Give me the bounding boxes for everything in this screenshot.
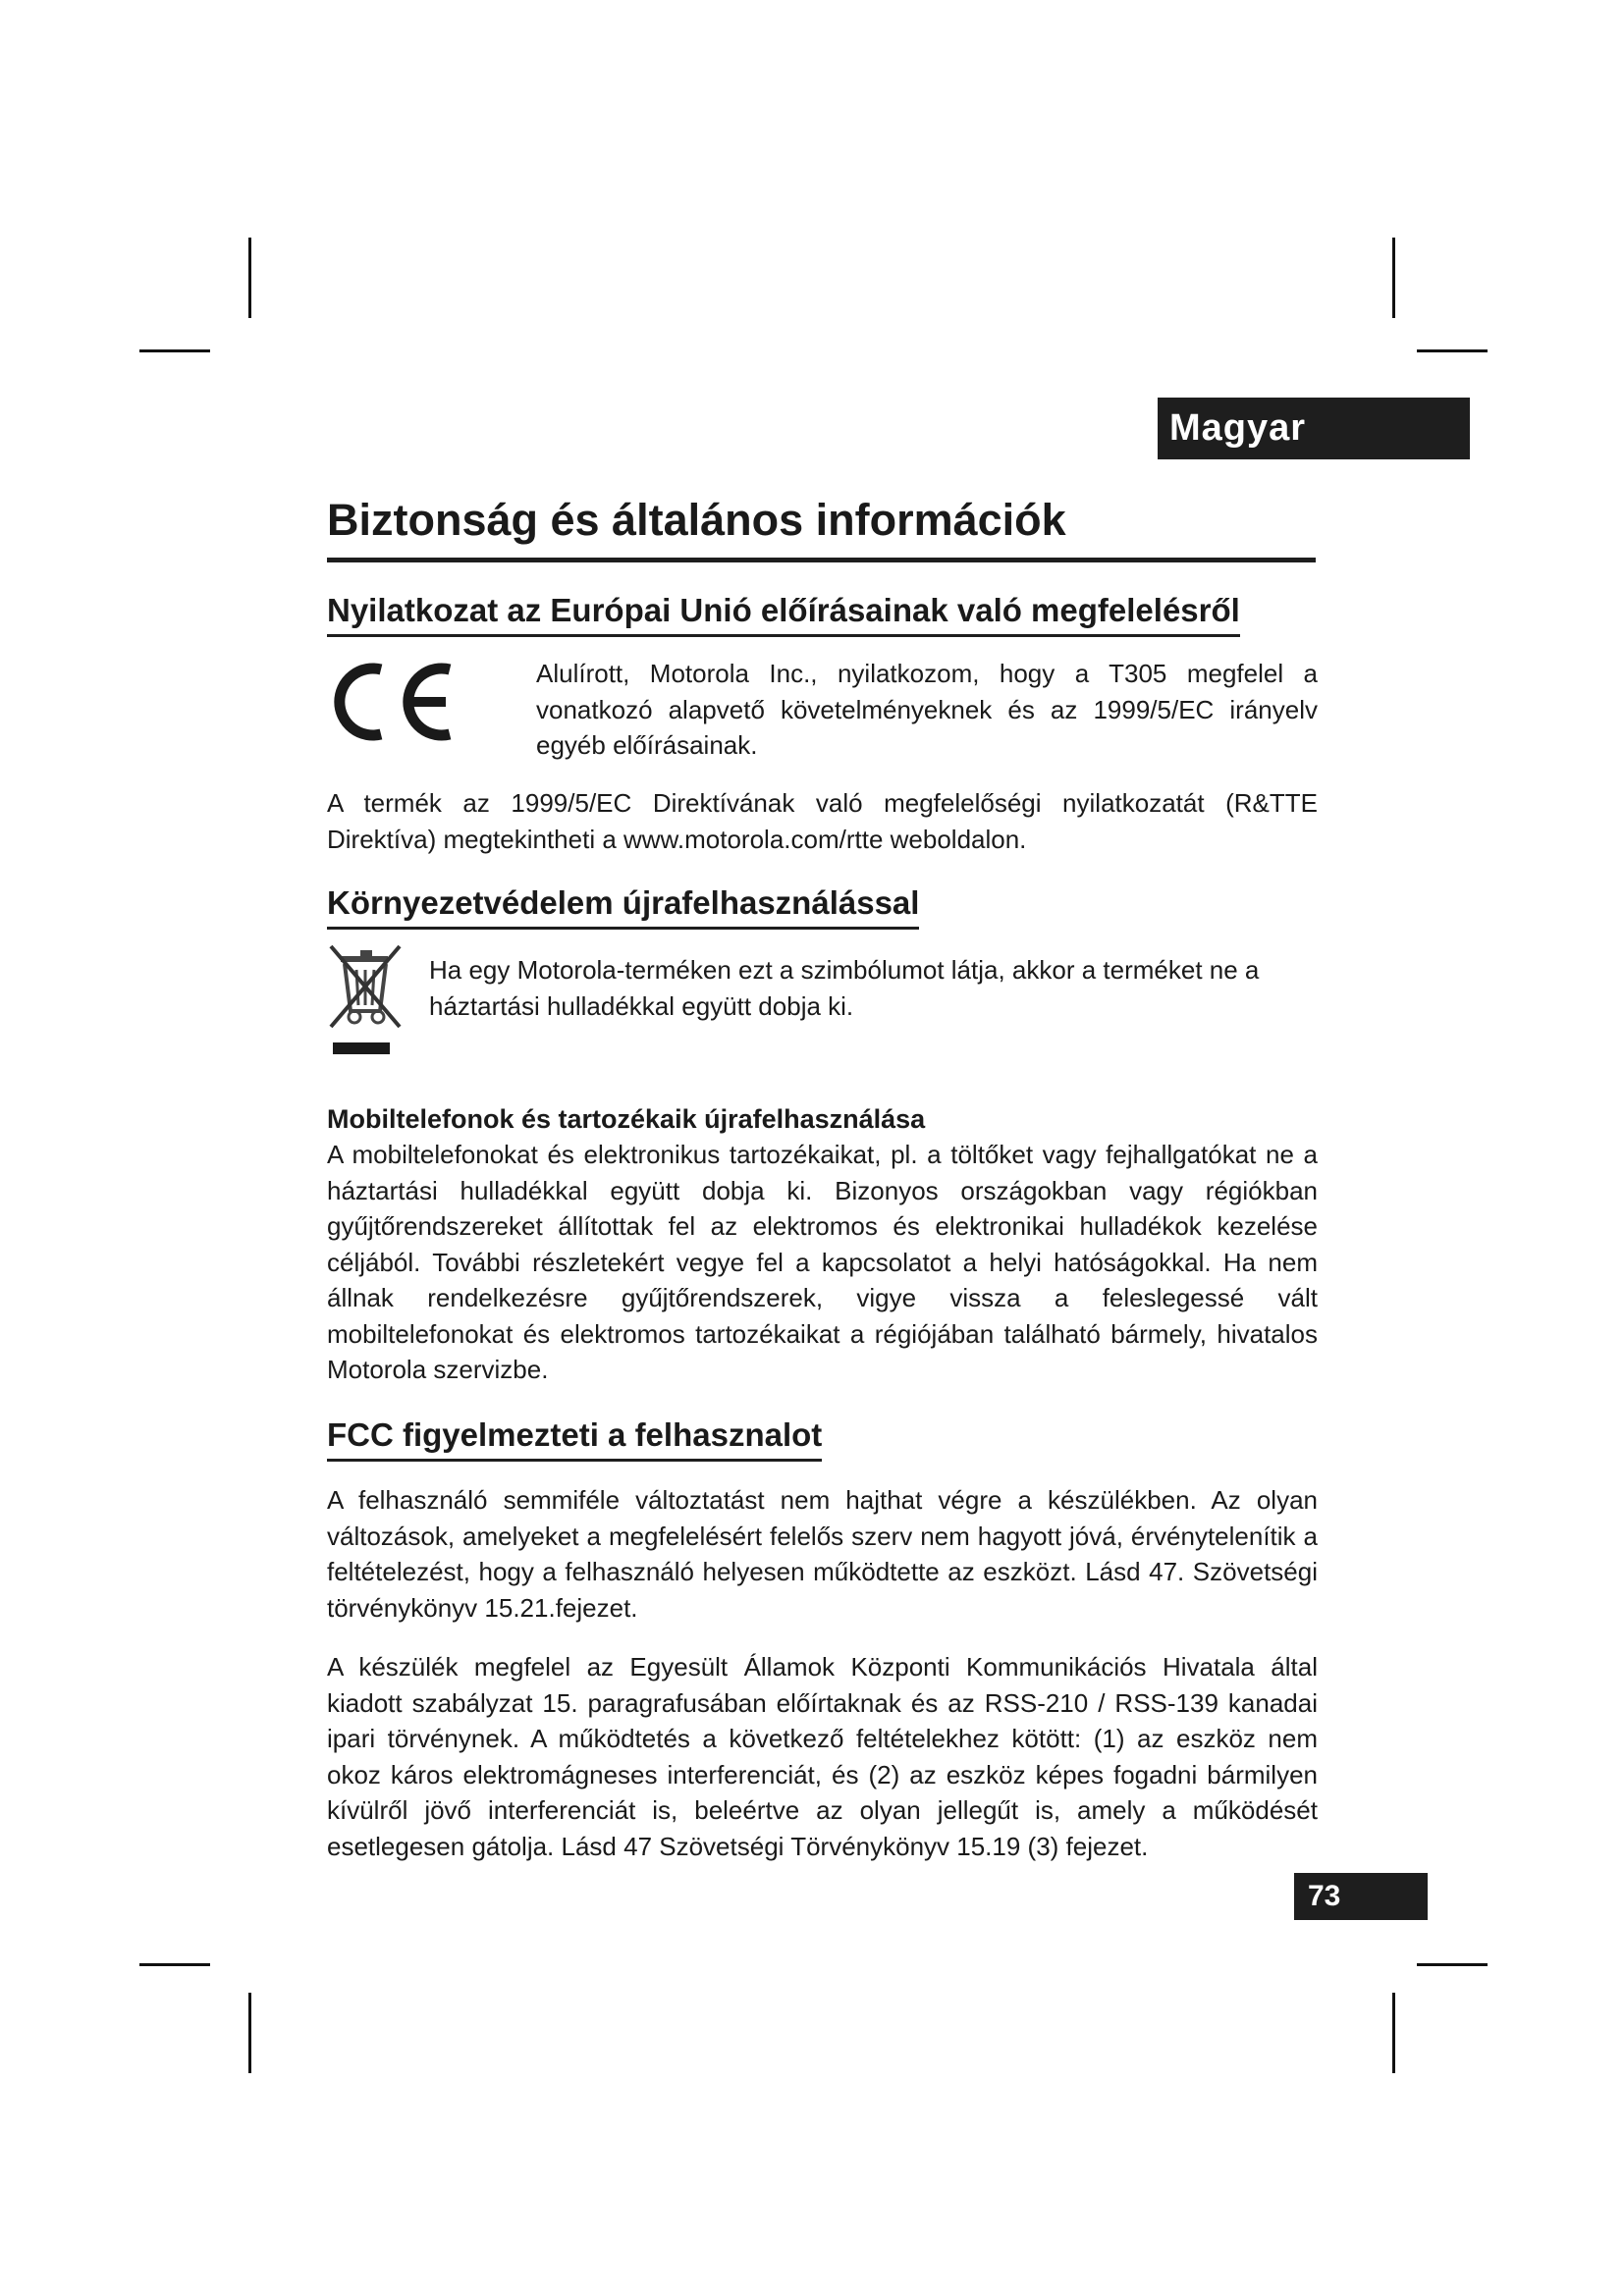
- language-tab: Magyar: [1158, 398, 1470, 459]
- eu-directive-text: A termék az 1999/5/EC Direktívának való megfelelőségi nyilatkozatát (R&TTE Direktíva) megtekintheti a www.motorola.com/rtte weboldalon.: [327, 788, 1318, 854]
- crop-mark-top-right: [1417, 349, 1488, 352]
- crop-mark-top-left: [248, 238, 251, 318]
- fcc-section-heading: FCC figyelmezteti a felhasznalot: [327, 1414, 822, 1462]
- recycling-symbol-text: Ha egy Motorola-terméken ezt a szimbólumot látja, akkor a terméket ne a háztartási hulladékkal együtt dobja ki.: [429, 955, 1260, 1021]
- eu-declaration-text: Alulírott, Motorola Inc., nyilatkozom, hogy a T305 megfelel a vonatkozó alapvető követelményeknek és az 1999/5/EC irányelv egyéb előírásainak.: [536, 659, 1318, 760]
- crop-mark-bottom-left: [248, 1993, 251, 2073]
- phone-recycling-text: A mobiltelefonokat és elektronikus tartozékaikat, pl. a töltőket vagy fejhallgatókat ne a háztartási hulladékkal együtt dobja ki. Bizonyos országokban vagy régiókban gyűjtőrendszereket állítottak fel az elektromos és elektronikai hulladékok kezelése céljából. További részletekért vegye fel a kapcsolatot a helyi hatóságokkal. Ha nem állnak rendelkezésre gyűjtőrendszerek, vigye vissza a feleslegessé vált mobiltelefonokat és elektromos tartozékaikat a régiójában található bármely, hivatalos Motorola szervizbe.: [327, 1140, 1318, 1384]
- crop-mark-top-left: [139, 349, 210, 352]
- crop-mark-bottom-right: [1417, 1963, 1488, 1966]
- page-number: 73: [1294, 1873, 1428, 1920]
- fcc-paragraph-1: A felhasználó semmiféle változtatást nem hajthat végre a készülékben. Az olyan változások, amelyeket a megfelelésért felelős szerv nem hagyott jóvá, érvénytelenítik a feltételezést, hogy a felhasználó helyesen működtette az eszközt. Lásd 47. Szövetségi törvénykönyv 15.21.fejezet.: [327, 1485, 1318, 1623]
- fcc-paragraph-2: A készülék megfelel az Egyesült Államok Központi Kommunikációs Hivatala által kiadott szabályzat 15. paragrafusában előírtaknak és az RSS-210 / RSS-139 kanadai ipari törvénynek. A működtetés a következő feltételekhez kötött: (1) az eszköz nem okoz káros elektromágneses interferenciát, és (2) az eszköz képes fogadni bármilyen kívülről jövő interferenciát is, beleértve az olyan jellegűt is, amely a működését esetlegesen gátolja. Lásd 47 Szövetségi Törvénykönyv 15.19 (3) fejezet.: [327, 1652, 1318, 1861]
- crop-mark-bottom-left: [139, 1963, 210, 1966]
- crossed-out-wheelie-bin-icon: [327, 942, 406, 1060]
- ce-mark-icon: [334, 658, 457, 746]
- page-title: Biztonság és általános információk: [327, 495, 1066, 545]
- eu-section-heading: Nyilatkozat az Európai Unió előírásainak való megfelelésről: [327, 589, 1240, 637]
- crop-mark-top-right: [1392, 238, 1395, 318]
- title-rule: [327, 558, 1316, 562]
- crop-mark-bottom-right: [1392, 1993, 1395, 2073]
- recycling-section-heading: Környezetvédelem újrafelhasználással: [327, 881, 919, 930]
- phone-recycling-subheading: Mobiltelefonok és tartozékaik újrafelhasználása: [327, 1104, 926, 1134]
